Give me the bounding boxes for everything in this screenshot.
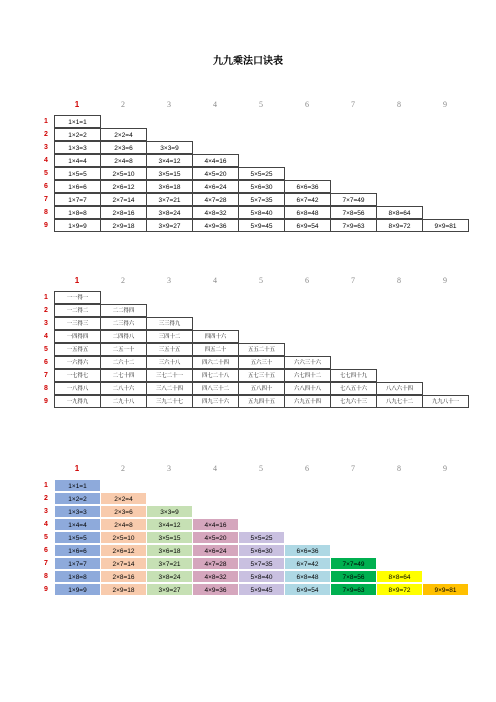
row-header: 3 (44, 320, 48, 327)
row-header: 3 (44, 508, 48, 515)
table-cell: 一六得六 (54, 356, 101, 369)
table-cell: 1×2=2 (54, 492, 101, 505)
column-header: 4 (213, 464, 217, 473)
row-header: 8 (44, 385, 48, 392)
table-cell: 八九七十二 (376, 395, 423, 408)
table-cell: 2×3=6 (100, 505, 147, 518)
table-cell: 2×8=16 (100, 206, 147, 219)
table-cell: 1×1=1 (54, 479, 101, 492)
table-cell: 5×5=25 (238, 531, 285, 544)
table-cell: 二九十八 (100, 395, 147, 408)
table-cell: 二五一十 (100, 343, 147, 356)
table-cell: 1×3=3 (54, 505, 101, 518)
table-cell: 六九五十四 (284, 395, 331, 408)
column-header: 8 (397, 100, 401, 109)
row-header: 2 (44, 495, 48, 502)
row-header: 7 (44, 372, 48, 379)
table-cell: 4×7=28 (192, 557, 239, 570)
table-cell: 5×9=45 (238, 583, 285, 596)
table-cell: 三九二十七 (146, 395, 193, 408)
table-cell: 4×4=16 (192, 518, 239, 531)
table-cell: 5×7=35 (238, 193, 285, 206)
column-header: 8 (397, 464, 401, 473)
row-header: 1 (44, 482, 48, 489)
table-cell: 7×7=49 (330, 557, 377, 570)
table-cell: 四七二十八 (192, 369, 239, 382)
table-cell: 6×8=48 (284, 570, 331, 583)
table-cell: 3×7=21 (146, 193, 193, 206)
table-cell: 六六三十六 (284, 356, 331, 369)
table-cell: 5×7=35 (238, 557, 285, 570)
table-cell: 3×3=9 (146, 505, 193, 518)
table-cell: 三六十八 (146, 356, 193, 369)
table-cell: 6×6=36 (284, 544, 331, 557)
table-cell: 8×8=64 (376, 570, 423, 583)
column-header: 1 (74, 464, 80, 473)
table-cell: 4×9=36 (192, 219, 239, 232)
table-cell: 4×6=24 (192, 544, 239, 557)
table-cell: 二八十六 (100, 382, 147, 395)
table-cell: 8×9=72 (376, 583, 423, 596)
column-header: 3 (167, 276, 171, 285)
table-cell: 1×8=8 (54, 206, 101, 219)
table-cell: 3×9=27 (146, 219, 193, 232)
table-cell: 一五得五 (54, 343, 101, 356)
table-cell: 四四十六 (192, 330, 239, 343)
table-cell: 9×9=81 (422, 219, 469, 232)
column-header: 9 (443, 464, 447, 473)
table-cell: 一三得三 (54, 317, 101, 330)
table-cell: 一四得四 (54, 330, 101, 343)
row-header: 9 (44, 398, 48, 405)
column-header: 6 (305, 276, 309, 285)
table-cell: 3×8=24 (146, 206, 193, 219)
column-header: 2 (121, 276, 125, 285)
table-cell: 8×9=72 (376, 219, 423, 232)
table-cell: 4×7=28 (192, 193, 239, 206)
table-cell: 七七四十九 (330, 369, 377, 382)
row-header: 7 (44, 560, 48, 567)
row-header: 8 (44, 573, 48, 580)
table-cell: 一一得一 (54, 291, 101, 304)
table-cell: 4×8=32 (192, 206, 239, 219)
table-cell: 1×7=7 (54, 193, 101, 206)
table-cell: 一七得七 (54, 369, 101, 382)
table-cell: 1×2=2 (54, 128, 101, 141)
table-cell: 2×9=18 (100, 219, 147, 232)
table-cell: 4×4=16 (192, 154, 239, 167)
table-cell: 4×5=20 (192, 531, 239, 544)
table-cell: 2×6=12 (100, 544, 147, 557)
table-cell: 5×5=25 (238, 167, 285, 180)
table-cell: 6×9=54 (284, 219, 331, 232)
row-header: 5 (44, 170, 48, 177)
table-cell: 1×6=6 (54, 180, 101, 193)
table-cell: 2×2=4 (100, 128, 147, 141)
row-header: 4 (44, 157, 48, 164)
row-header: 5 (44, 346, 48, 353)
table-cell: 1×4=4 (54, 518, 101, 531)
table-cell: 5×8=40 (238, 206, 285, 219)
table-cell: 3×4=12 (146, 154, 193, 167)
table-cell: 1×5=5 (54, 167, 101, 180)
table-cell: 2×3=6 (100, 141, 147, 154)
table-cell: 四八三十二 (192, 382, 239, 395)
table-cell: 三八二十四 (146, 382, 193, 395)
column-header: 2 (121, 464, 125, 473)
column-header: 2 (121, 100, 125, 109)
table-cell: 六七四十二 (284, 369, 331, 382)
table-cell: 五七三十五 (238, 369, 285, 382)
column-header-row (38, 464, 468, 476)
row-header: 2 (44, 131, 48, 138)
table-cell: 2×7=14 (100, 557, 147, 570)
table-cell: 1×1=1 (54, 115, 101, 128)
table-cell: 1×4=4 (54, 154, 101, 167)
column-header: 5 (259, 100, 263, 109)
table-cell: 二七十四 (100, 369, 147, 382)
column-header: 5 (259, 464, 263, 473)
table-cell: 二二得四 (100, 304, 147, 317)
row-header: 1 (44, 118, 48, 125)
table-cell: 3×5=15 (146, 167, 193, 180)
row-header: 1 (44, 294, 48, 301)
table-cell: 七八五十六 (330, 382, 377, 395)
table-cell: 6×8=48 (284, 206, 331, 219)
row-header: 6 (44, 547, 48, 554)
table-cell: 二六十二 (100, 356, 147, 369)
table-cell: 3×4=12 (146, 518, 193, 531)
table-cell: 6×9=54 (284, 583, 331, 596)
table-cell: 6×7=42 (284, 193, 331, 206)
row-header: 9 (44, 222, 48, 229)
table-cell: 7×8=56 (330, 206, 377, 219)
column-header: 4 (213, 100, 217, 109)
table-cell: 二四得八 (100, 330, 147, 343)
table-cell: 四九三十六 (192, 395, 239, 408)
column-header: 1 (74, 100, 80, 109)
column-header: 6 (305, 100, 309, 109)
row-header: 5 (44, 534, 48, 541)
table-cell: 6×7=42 (284, 557, 331, 570)
table-cell: 五九四十五 (238, 395, 285, 408)
table-cell: 2×2=4 (100, 492, 147, 505)
column-header: 9 (443, 276, 447, 285)
row-header: 7 (44, 196, 48, 203)
row-header: 6 (44, 183, 48, 190)
table-cell: 2×5=10 (100, 167, 147, 180)
table-cell: 1×8=8 (54, 570, 101, 583)
table-cell: 2×9=18 (100, 583, 147, 596)
table-cell: 6×6=36 (284, 180, 331, 193)
column-header: 7 (351, 276, 355, 285)
table-cell: 3×8=24 (146, 570, 193, 583)
table-cell: 三三得九 (146, 317, 193, 330)
column-header: 4 (213, 276, 217, 285)
table-cell: 七九六十三 (330, 395, 377, 408)
table-cell: 1×9=9 (54, 219, 101, 232)
table-cell: 5×9=45 (238, 219, 285, 232)
table-cell: 5×6=30 (238, 544, 285, 557)
table-cell: 八八六十四 (376, 382, 423, 395)
table-cell: 四五二十 (192, 343, 239, 356)
table-cell: 7×8=56 (330, 570, 377, 583)
table-cell: 六八四十八 (284, 382, 331, 395)
table-cell: 4×9=36 (192, 583, 239, 596)
table-cell: 一二得二 (54, 304, 101, 317)
column-header: 9 (443, 100, 447, 109)
table-cell: 四六二十四 (192, 356, 239, 369)
row-header: 2 (44, 307, 48, 314)
table-cell: 五八四十 (238, 382, 285, 395)
table-cell: 九九八十一 (422, 395, 469, 408)
column-header: 5 (259, 276, 263, 285)
table-cell: 五五二十五 (238, 343, 285, 356)
row-header: 8 (44, 209, 48, 216)
table-cell: 1×7=7 (54, 557, 101, 570)
table-cell: 3×6=18 (146, 180, 193, 193)
table-cell: 一八得八 (54, 382, 101, 395)
table-cell: 三七二十一 (146, 369, 193, 382)
table-cell: 3×3=9 (146, 141, 193, 154)
table-cell: 5×6=30 (238, 180, 285, 193)
table-cell: 一九得九 (54, 395, 101, 408)
table-cell: 三五十五 (146, 343, 193, 356)
table-cell: 7×7=49 (330, 193, 377, 206)
table-cell: 7×9=63 (330, 583, 377, 596)
column-header: 6 (305, 464, 309, 473)
row-header: 6 (44, 359, 48, 366)
row-header: 9 (44, 586, 48, 593)
table-cell: 3×9=27 (146, 583, 193, 596)
table-cell: 2×4=8 (100, 154, 147, 167)
table-cell: 4×6=24 (192, 180, 239, 193)
table-cell: 五六三十 (238, 356, 285, 369)
table-cell: 3×5=15 (146, 531, 193, 544)
table-cell: 1×5=5 (54, 531, 101, 544)
page-title: 九九乘法口诀表 (213, 56, 283, 67)
row-header: 4 (44, 333, 48, 340)
column-header-row (38, 276, 468, 288)
table-cell: 2×5=10 (100, 531, 147, 544)
table-cell: 1×6=6 (54, 544, 101, 557)
column-header-row (38, 100, 468, 112)
table-cell: 2×6=12 (100, 180, 147, 193)
table-cell: 3×7=21 (146, 557, 193, 570)
table-cell: 4×5=20 (192, 167, 239, 180)
column-header: 7 (351, 100, 355, 109)
table-cell: 5×8=40 (238, 570, 285, 583)
column-header: 8 (397, 276, 401, 285)
column-header: 1 (74, 276, 80, 285)
table-cell: 2×4=8 (100, 518, 147, 531)
row-header: 3 (44, 144, 48, 151)
table-cell: 1×9=9 (54, 583, 101, 596)
column-header: 7 (351, 464, 355, 473)
table-cell: 二三得六 (100, 317, 147, 330)
table-cell: 9×9=81 (422, 583, 469, 596)
column-header: 3 (167, 464, 171, 473)
table-cell: 1×3=3 (54, 141, 101, 154)
table-cell: 三四十二 (146, 330, 193, 343)
table-cell: 8×8=64 (376, 206, 423, 219)
table-cell: 3×6=18 (146, 544, 193, 557)
column-header: 3 (167, 100, 171, 109)
table-cell: 2×8=16 (100, 570, 147, 583)
row-header: 4 (44, 521, 48, 528)
table-cell: 2×7=14 (100, 193, 147, 206)
table-cell: 7×9=63 (330, 219, 377, 232)
table-cell: 4×8=32 (192, 570, 239, 583)
